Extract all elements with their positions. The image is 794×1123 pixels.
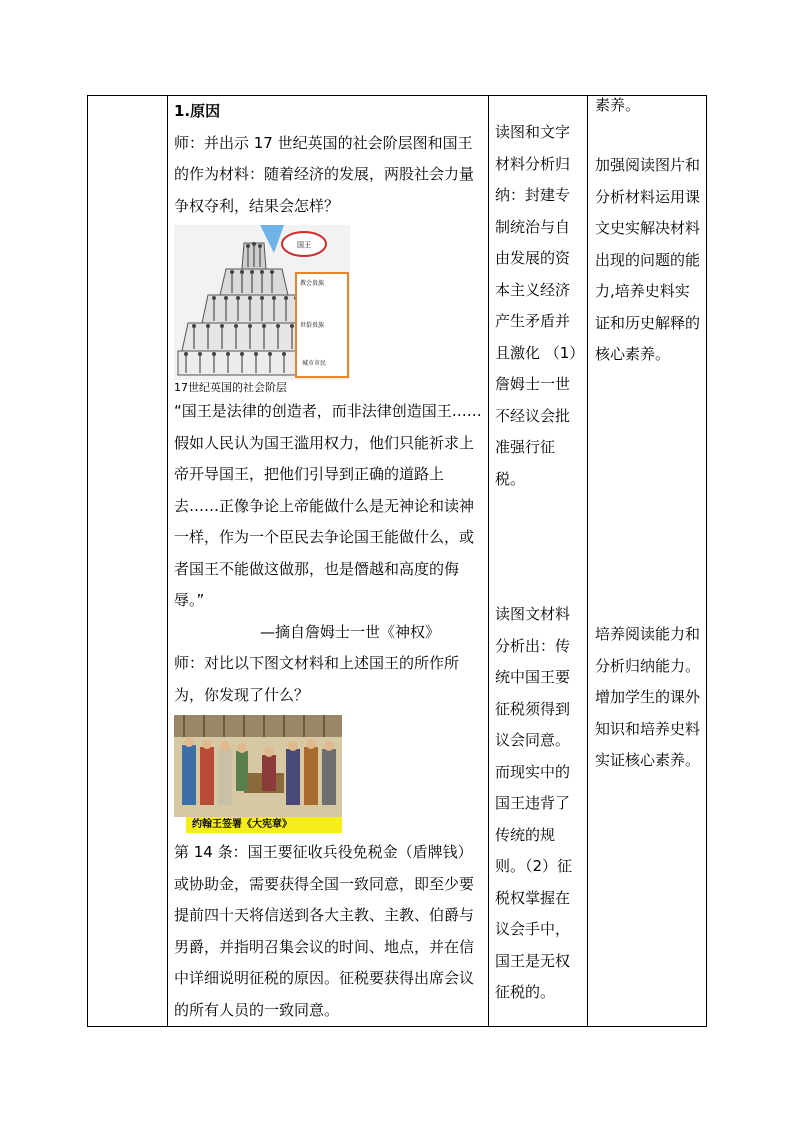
pyramid-label-citizens: 城市市民 [302,360,327,367]
social-pyramid-figure [174,225,350,380]
intent-goal-1-text: 加强阅读图片和分析材料运用课文史实解决材料出现的问题的能力,培养史料实证和历史解释的核心素养。 [595,156,701,363]
table-divider-2 [488,95,489,1027]
pyramid-label-secular: 世俗贵族 [300,322,325,329]
intent-carry-over [595,90,703,122]
intent-goal-2 [595,619,703,777]
pyramid-label-clergy: 教会贵族 [300,280,325,287]
figure1-caption: 17世纪英国的社会阶层 [174,381,287,394]
student-activity-1-text: 读图和文字材料分析归纳：封建专制统治与自由发展的资本主义经济产生矛盾并且激化 （1）詹姆士一世不经议会批准强行征税。 [495,123,577,488]
magna-carta-figure [174,715,342,835]
table-divider-1 [167,95,168,1027]
student-activity-2 [495,599,583,1009]
intent-goal-2a-text: 培养阅读能力和分析归纳能力。 [595,625,701,675]
table-divider-3 [587,95,588,1027]
figure2-caption: 约翰王签署《大宪章》 [186,817,342,833]
section-heading: 1.原因 [174,102,221,120]
teacher-question: 师：对比以下图文材料和上述国王的所作所为，你发现了什么？ [174,654,460,704]
table-border-left [87,95,88,1027]
king-quote: “国王是法律的创造者，而非法律创造国王……假如人民认为国王滥用权力，他们只能祈求上帝开导国王，把他们引导到正确的道路上去……正像争论上帝能做什么是无神论和读神一样，作为一个臣民去争论国王能做什么，或者国王不能做这做那，也是僭越和高度的侮辱。” [174,402,482,609]
table-border-right [706,95,707,1027]
intent-goal-2b-text: 增加学生的课外知识和培养史料实证核心素养。 [595,688,701,769]
teacher-intro: 师：并出示 17 世纪英国的社会阶层图和国王的作为材料：随着经济的发展，两股社会力量争权夺利，结果会怎样？ [174,133,475,215]
teaching-content-cell [174,96,486,1026]
intent-carry-over-text: 素养。 [595,96,641,114]
pyramid-label-king: 国王 [297,241,311,249]
student-activity-2-text: 读图文材料分析出：传统中国王要征税须得到议会同意。而现实中的国王违背了传统的规则。（2）征税权掌握在议会手中，国王是无权征税的。 [495,605,573,1001]
quote-source: —摘自詹姆士一世《神权》 [259,622,440,641]
table-bottom-border [87,1026,707,1027]
student-activity-1 [495,117,583,495]
intent-goal-1 [595,150,703,371]
magna-carta-article-14: 第 14 条：国王要征收兵役免税金（盾牌钱）或协助金，需要获得全国一致同意，即至少要提前四十天将信送到各大主教、主教、伯爵与男爵，并指明召集会议的时间、地点，并在信中详细说明征税的原因。征税要获得出席会议的所有人员的一致同意。 [174,843,475,1019]
